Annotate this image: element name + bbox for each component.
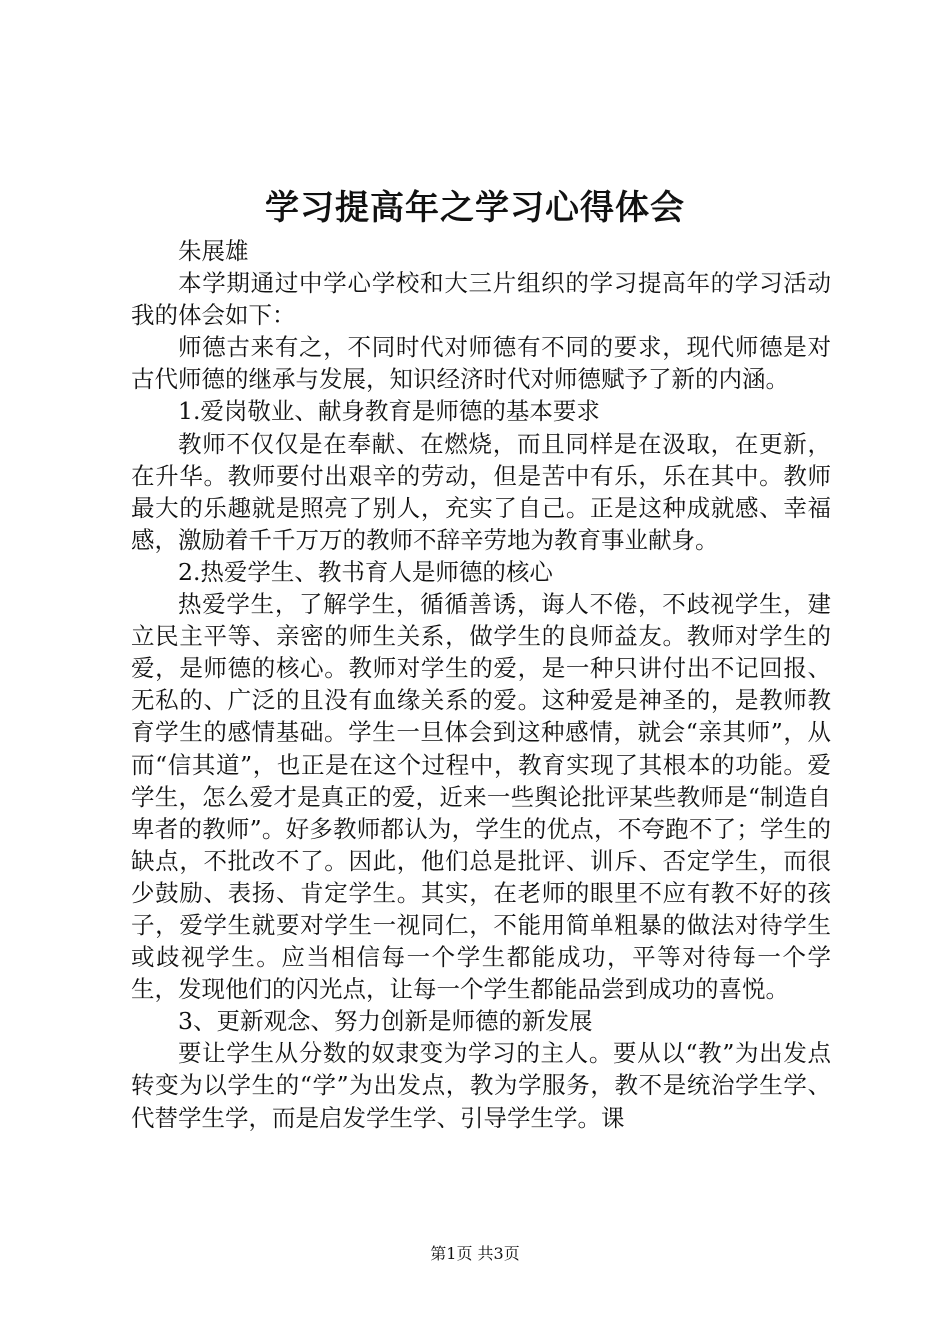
document-title: 学习提高年之学习心得体会 <box>265 188 685 228</box>
page-footer: 第1页 共3页 <box>430 1244 520 1263</box>
paragraph-section-3: 要让学生从分数的奴隶变为学习的主人。要从以“教”为出发点转变为以学生的“学”为出发点，教为学服务，教不是统治学生学、代替学生学，而是启发学生学、引导学生学。课 <box>131 1039 831 1132</box>
paragraph-overview: 师德古来有之，不同时代对师德有不同的要求，现代师德是对古代师德的继承与发展，知识经济时代对师德赋予了新的内涵。 <box>131 333 831 394</box>
author-line: 朱展雄 <box>178 237 249 265</box>
section-heading-2: 2.热爱学生、教书育人是师德的核心 <box>178 557 553 586</box>
paragraph-intro: 本学期通过中学心学校和大三片组织的学习提高年的学习活动我的体会如下： <box>131 269 831 330</box>
section-heading-3: 3、更新观念、努力创新是师德的新发展 <box>178 1007 593 1036</box>
section-heading-1: 1.爱岗敬业、献身教育是师德的基本要求 <box>178 397 600 426</box>
paragraph-section-1: 教师不仅仅是在奉献、在燃烧，而且同样是在汲取，在更新，在升华。教师要付出艰辛的劳动，但是苦中有乐，乐在其中。教师最大的乐趣就是照亮了别人，充实了自己。正是这种成就感、幸福感，激励着千千万万的教师不辞辛劳地为教育事业献身。 <box>131 429 831 554</box>
document-body <box>131 235 831 1134</box>
paragraph-section-2: 热爱学生，了解学生，循循善诱，诲人不倦，不歧视学生，建立民主平等、亲密的师生关系，做学生的良师益友。教师对学生的爱，是师德的核心。教师对学生的爱，是一种只讲付出不记回报、无私的、广泛的且没有血缘关系的爱。这种爱是神圣的，是教师教育学生的感情基础。学生一旦体会到这种感情，就会“亲其师”，从而“信其道”，也正是在这个过程中，教育实现了其根本的功能。爱学生，怎么爱才是真正的爱，近来一些舆论批评某些教师是“制造自卑者的教师”。好多教师都认为，学生的优点，不夸跑不了；学生的缺点，不批改不了。因此，他们总是批评、训斥、否定学生，而很少鼓励、表扬、肯定学生。其实，在老师的眼里不应有教不好的孩子，爱学生就要对学生一视同仁，不能用简单粗暴的做法对待学生或歧视学生。应当相信每一个学生都能成功，平等对待每一个学生，发现他们的闪光点，让每一个学生都能品尝到成功的喜悦。 <box>131 590 831 1004</box>
